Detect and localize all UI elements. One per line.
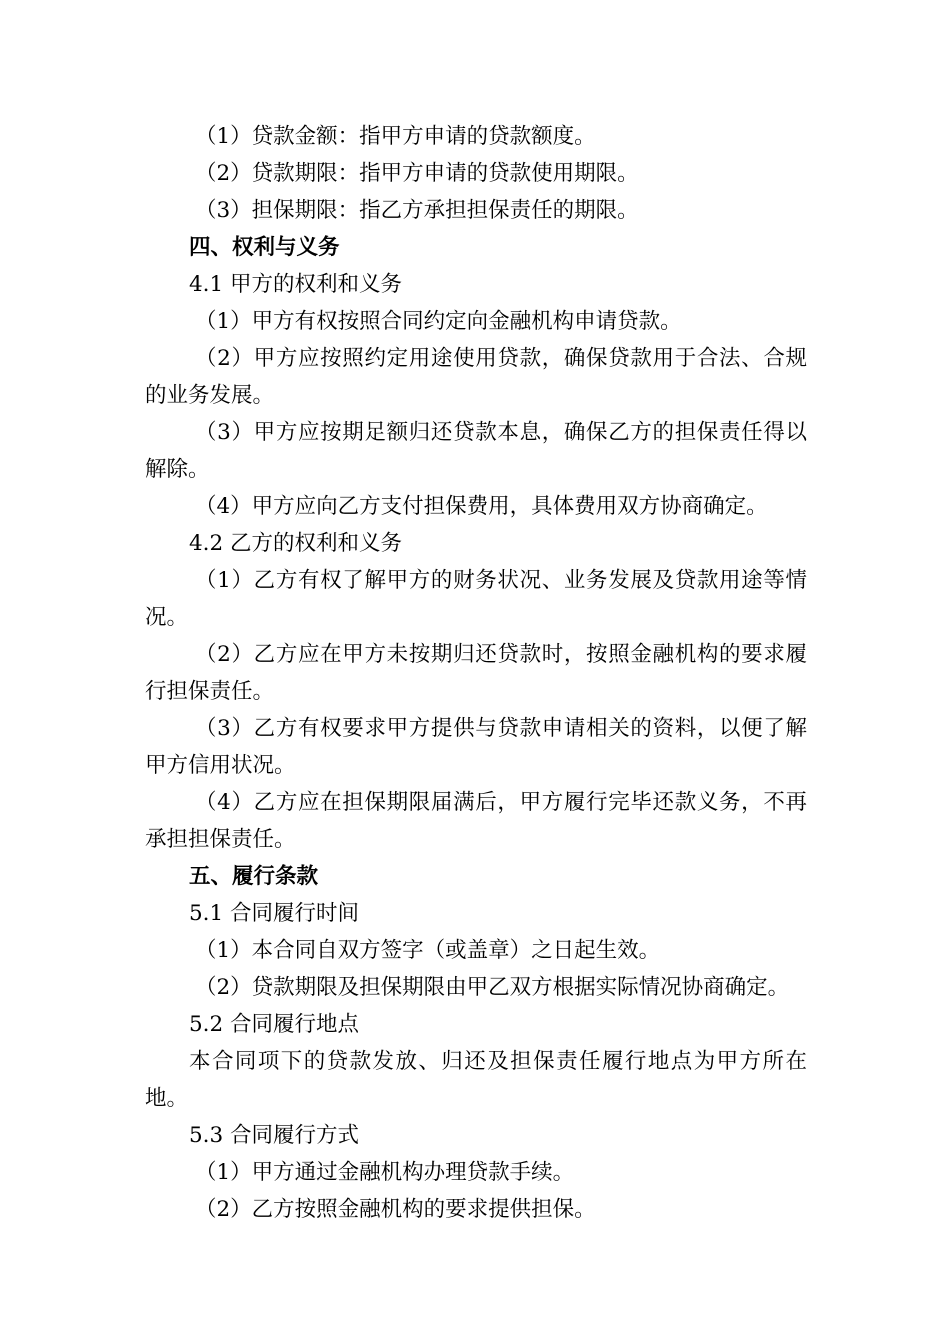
section-heading-4: 四、权利与义务 — [189, 235, 340, 260]
clause-5-3-item-1: （1）甲方通过金融机构办理贷款手续。 — [195, 1160, 575, 1185]
clause-4-1-item-3-line-2: 解除。 — [145, 457, 210, 482]
clause-5-3-item-2: （2）乙方按照金融机构的要求提供担保。 — [195, 1197, 596, 1222]
clause-4-2-item-3-line-1: （3）乙方有权要求甲方提供与贷款申请相关的资料，以便了解 — [195, 716, 807, 741]
clause-4-1-item-4: （4）甲方应向乙方支付担保费用，具体费用双方协商确定。 — [195, 494, 768, 519]
clause-5-1-item-1: （1）本合同自双方签字（或盖章）之日起生效。 — [195, 938, 661, 963]
subsection-heading-5-2: 5.2 合同履行地点 — [189, 1012, 360, 1037]
clause-4-2-item-1-line-1: （1）乙方有权了解甲方的财务状况、业务发展及贷款用途等情 — [195, 568, 807, 593]
clause-3-item-1: （1）贷款金额：指甲方申请的贷款额度。 — [195, 124, 596, 149]
clause-5-2-text-line-2: 地。 — [145, 1086, 189, 1111]
clause-5-2-text-line-1: 本合同项下的贷款发放、归还及担保责任履行地点为甲方所在 — [189, 1049, 807, 1074]
clause-3-item-2: （2）贷款期限：指甲方申请的贷款使用期限。 — [195, 161, 639, 186]
clause-5-1-item-2: （2）贷款期限及担保期限由甲乙双方根据实际情况协商确定。 — [195, 975, 790, 1000]
subsection-heading-5-3: 5.3 合同履行方式 — [189, 1123, 360, 1148]
document-body — [145, 118, 807, 1228]
clause-3-item-3: （3）担保期限：指乙方承担担保责任的期限。 — [195, 198, 639, 223]
clause-4-2-item-4-line-2: 承担担保责任。 — [145, 827, 296, 852]
subsection-heading-5-1: 5.1 合同履行时间 — [189, 901, 360, 926]
clause-4-1-item-2-line-2: 的业务发展。 — [145, 383, 275, 408]
clause-4-2-item-2-line-2: 行担保责任。 — [145, 679, 275, 704]
clause-4-1-item-3-line-1: （3）甲方应按期足额归还贷款本息，确保乙方的担保责任得以 — [195, 420, 807, 445]
clause-4-2-item-4-line-1: （4）乙方应在担保期限届满后，甲方履行完毕还款义务，不再 — [195, 790, 807, 815]
clause-4-2-item-3-line-2: 甲方信用状况。 — [145, 753, 296, 778]
subsection-heading-4-2: 4.2 乙方的权利和义务 — [189, 531, 403, 556]
clause-4-1-item-2-line-1: （2）甲方应按照约定用途使用贷款，确保贷款用于合法、合规 — [195, 346, 807, 371]
section-heading-5: 五、履行条款 — [189, 864, 319, 889]
subsection-heading-4-1: 4.1 甲方的权利和义务 — [189, 272, 403, 297]
clause-4-1-item-1: （1）甲方有权按照合同约定向金融机构申请贷款。 — [195, 309, 682, 334]
clause-4-2-item-2-line-1: （2）乙方应在甲方未按期归还贷款时，按照金融机构的要求履 — [195, 642, 807, 667]
clause-4-2-item-1-line-2: 况。 — [145, 605, 189, 630]
